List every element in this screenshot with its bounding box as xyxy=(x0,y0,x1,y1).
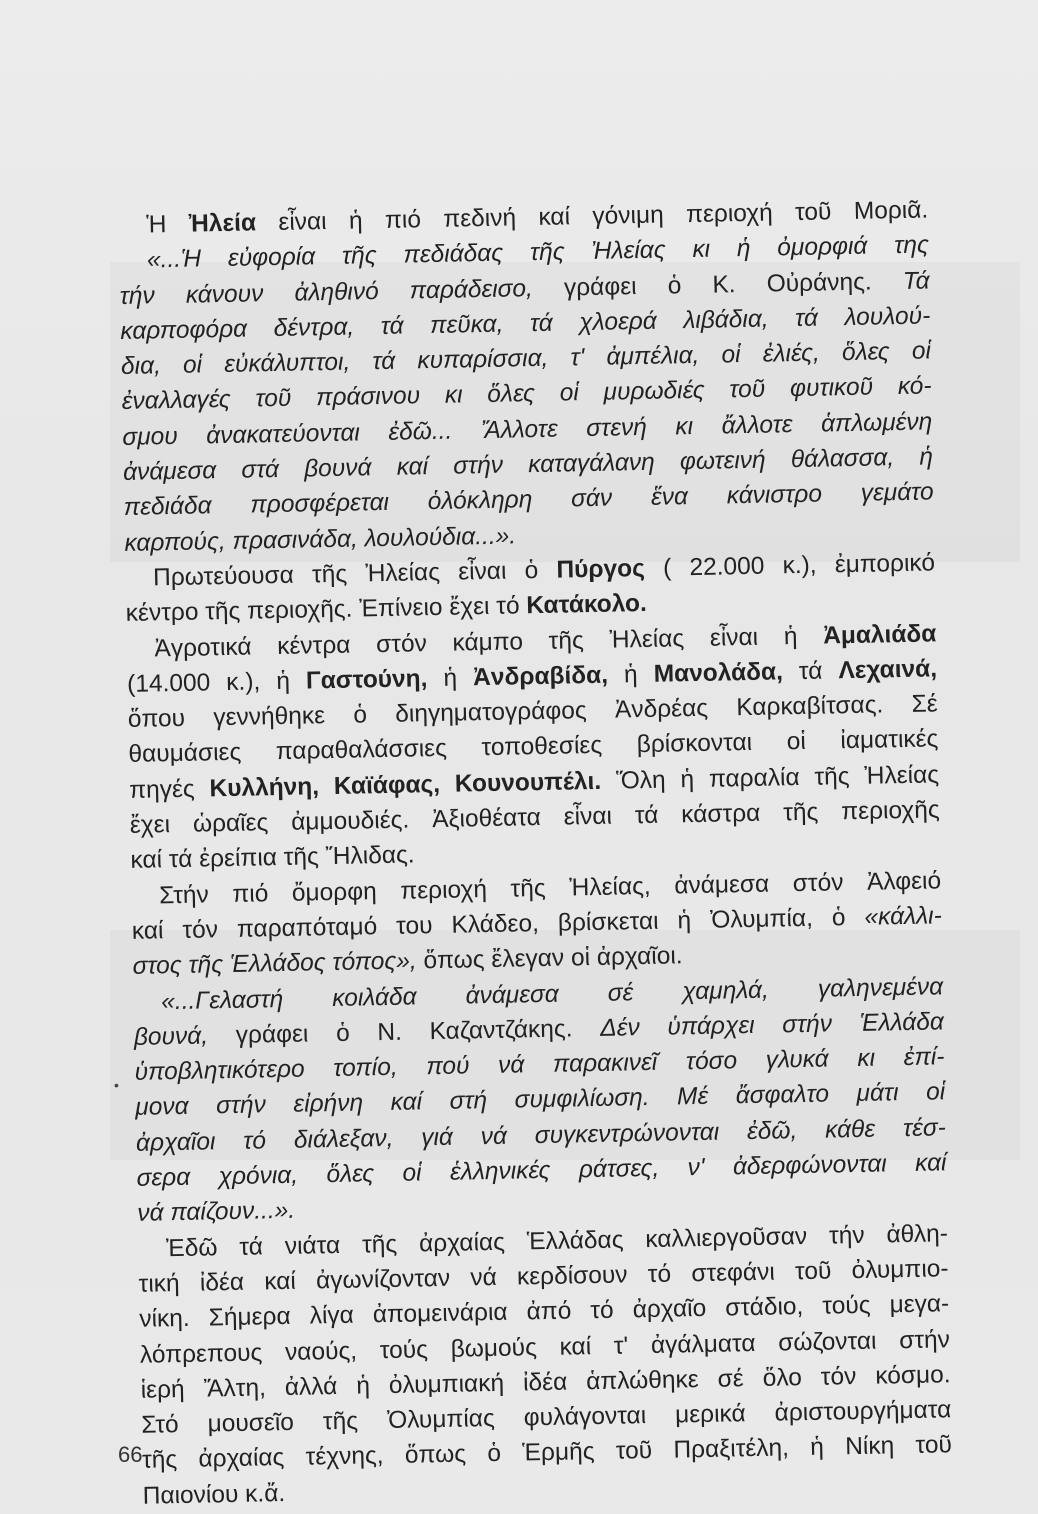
quoted-text: δια, οἱ εὐκάλυπτοι, τά κυπαρίσσια, τ' ἀμπέλια, οἱ ἐλιές, ὅλες οἱ xyxy=(120,337,932,381)
quoted-text: «κάλλι- xyxy=(864,902,942,931)
text-segment: γράφει ὁ Κ. Οὐράνης. xyxy=(532,267,904,302)
text-segment: (14.000 κ.), ἡ xyxy=(126,667,307,698)
text-segment: κέντρο τῆς περιοχῆς. Ἐπίνειο ἔχει τό xyxy=(125,592,527,628)
text-segment: Πρωτεύουσα τῆς Ἠλείας εἶναι ὁ xyxy=(152,556,557,592)
quoted-text: στος τῆς Ἑλλάδος τόπος», xyxy=(132,947,417,981)
text-segment: καί τά ἐρείπια τῆς Ἤλιδας. xyxy=(130,841,415,875)
text-segment: ἡ xyxy=(607,660,654,689)
text-segment: τική ἰδέα καί ἀγωνίζονταν νά κερδίσουν τό στεφάνι τοῦ ὀλυμπιο- xyxy=(138,1255,949,1298)
text-segment: τῆς ἀρχαίας τέχνης, ὅπως ὁ Ἑρμῆς τοῦ Πραξιτέλη, ἡ Νίκη τοῦ xyxy=(141,1431,953,1475)
text-segment: πηγές xyxy=(128,775,210,804)
quoted-text: ἀνάμεσα στά βουνά καί στήν καταγάλανη φωτεινή θάλασσα, ἡ xyxy=(122,443,934,487)
text-segment: Ἐδῶ τά νιάτα τῆς ἀρχαίας Ἑλλάδας καλλιεργοῦσαν τήν ἀθλη- xyxy=(165,1219,949,1262)
page-number: 66 xyxy=(118,1442,143,1467)
quoted-text: σμου ἀνακατεύονται ἐδῶ... Ἄλλοτε στενή κι ἄλλοτε ἁπλωμένη xyxy=(122,408,933,451)
quoted-text: πεδιάδα προσφέρεται ὁλόκληρη σάν ἕνα κάνιστρο γεμάτο xyxy=(123,478,934,522)
text-segment: καί τόν παραπόταμό του Κλάδεο, βρίσκεται ἡ Ὀλυμπία, ὁ xyxy=(131,903,865,945)
bold-term: Μανολάδα, xyxy=(653,658,784,688)
text-segment: ὅπου γεννήθηκε ὁ διηγηματογράφος Ἀνδρέας Καρκαβίτσας. Σέ xyxy=(127,690,938,734)
bold-term: Πύργος xyxy=(556,554,646,584)
bold-term: Κυλλήνη, Καϊάφας, Κουνουπέλι. xyxy=(209,767,602,803)
text-segment: ἡ xyxy=(427,664,474,693)
bold-term: Ἠλεία xyxy=(188,209,257,238)
bold-term: Ἀμαλιάδα xyxy=(822,619,937,650)
quoted-text: «...Γελαστή κοιλάδα ἀνάμεσα σέ χαμηλά, γαληνεμένα xyxy=(160,972,944,1015)
text-segment: γράφει ὁ Ν. Καζαντζάκης. xyxy=(207,1014,601,1050)
text-segment: λόπρεπους ναούς, τούς βωμούς καί τ' ἀγάλματα σώζονται στήν xyxy=(139,1325,951,1369)
quoted-text: Τά xyxy=(902,267,930,295)
quoted-text: Δέν ὑπάρχει στήν Ἑλλάδα xyxy=(599,1008,945,1042)
quoted-text: μονα στήν εἰρήνη καί στή συμφιλίωση. Μέ ἄσφαλτο μάτι οἱ xyxy=(135,1078,946,1122)
text-segment: Ὅλη ἡ παραλία τῆς Ἠλείας xyxy=(600,761,940,795)
bold-term: Κατάκολο. xyxy=(526,590,648,620)
quoted-text: ὑποβλητικότερο τοπίο, πού νά παρακινεῖ τόσο γλυκά κι ἐπί- xyxy=(134,1043,945,1086)
quoted-text: ἀρχαῖοι τό διάλεξαν, γιά νά συγκεντρώνονται ἐδῶ, κάθε τέσ- xyxy=(135,1113,947,1157)
quoted-text: καρπούς, πρασινάδα, λουλούδια...». xyxy=(124,522,517,557)
text-segment: ἱερή Ἄλτη, ἀλλά ἡ ὀλυμπιακή ἰδέα ἁπλώθηκε σέ ὅλο τόν κόσμο. xyxy=(140,1361,951,1404)
text-segment: ( 22.000 κ.), ἐμπορικό xyxy=(644,549,936,582)
quoted-text: σερα χρόνια, ὅλες οἱ ἑλληνικές ράτσες, ν' ἀδερφώνονται καί xyxy=(136,1149,947,1192)
bold-term: Λεχαινά, xyxy=(838,655,938,685)
text-segment: Ἀγροτικά κέντρα στόν κάμπο τῆς Ἠλείας εἶναι ἡ xyxy=(154,622,824,662)
text-segment: νίκη. Σήμερα λίγα ἀπομεινάρια ἀπό τό ἀρχαῖο στάδιο, τούς μεγα- xyxy=(139,1290,950,1333)
text-segment: Στήν πιό ὄμορφη περιοχή τῆς Ἠλείας, ἀνάμεσα στόν Ἀλφειό xyxy=(158,866,942,909)
text-segment: ἔχει ὡραῖες ἀμμουδιές. Ἀξιοθέατα εἶναι τά κάστρα τῆς περιοχῆς xyxy=(129,796,940,839)
text-segment: Στό μουσεῖο τῆς Ὀλυμπίας φυλάγονται μερικά ἀριστουργήματα xyxy=(141,1396,952,1439)
text-segment: τά xyxy=(782,657,839,686)
body-text xyxy=(118,192,953,1513)
margin-mark: • xyxy=(114,1077,119,1093)
text-segment: Ἡ xyxy=(146,210,190,239)
quoted-text: τήν κάνουν ἀληθινό παράδεισο, xyxy=(119,274,534,310)
quoted-text: καρποφόρα δέντρα, τά πεῦκα, τά χλοερά λιβάδια, τά λουλού- xyxy=(120,302,931,345)
text-segment: ὅπως ἔλεγαν οἱ ἀρχαῖοι. xyxy=(416,942,683,975)
quoted-text: «...Ἡ εὐφορία τῆς πεδιάδας τῆς Ἠλείας κι ἡ ὀμορφιά της xyxy=(146,231,930,274)
quoted-text: ἐναλλαγές τοῦ πράσινου κι ὅλες οἱ μυρωδιές τοῦ φυτικοῦ κό- xyxy=(121,372,932,416)
text-segment: θαυμάσιες παραθαλάσσιες τοποθεσίες βρίσκονται οἱ ἰαματικές xyxy=(128,725,939,769)
quoted-text: βουνά, xyxy=(133,1022,209,1051)
quoted-text: νά παίζουν...». xyxy=(137,1197,296,1228)
text-segment: Παιονίου κ.ἄ. xyxy=(142,1479,286,1510)
bold-term: Ἀνδραβίδα, xyxy=(472,661,609,692)
bold-term: Γαστούνη, xyxy=(305,665,428,695)
text-segment: εἶναι ἡ πιό πεδινή καί γόνιμη περιοχή τοῦ Μοριᾶ. xyxy=(255,196,929,237)
